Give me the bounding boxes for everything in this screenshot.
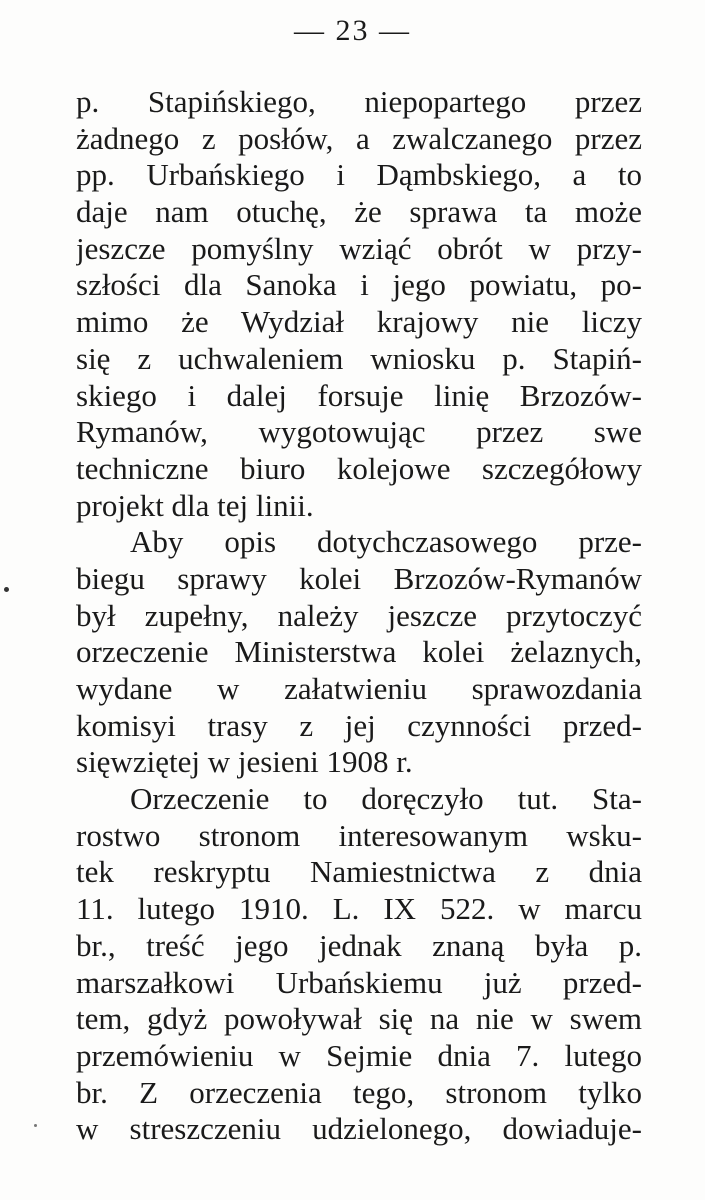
text-line: rostwo stronom interesowanym wsku- [76, 817, 642, 853]
text-line: skiego i dalej forsuje linię Brzozów- [76, 377, 642, 413]
text-line: przemówieniu w Sejmie dnia 7. lutego [76, 1037, 642, 1073]
text-line: Rymanów, wygotowując przez swe [76, 414, 642, 450]
text-line: br., treść jego jednak znaną była p. [76, 927, 642, 963]
text-line: był zupełny, należy jeszcze przytoczyć [76, 597, 642, 633]
paragraph-3 [76, 781, 642, 1148]
text-line: techniczne biuro kolejowe szczegółowy [76, 450, 642, 486]
text-line: projekt dla tej linii. [76, 487, 314, 523]
text-line: szłości dla Sanoka i jego powiatu, po- [76, 267, 642, 303]
text-line: marszałkowi Urbańskiemu już przed- [76, 964, 642, 1000]
text-line: w streszczeniu udzielonego, dowiaduje- [76, 1111, 642, 1147]
text-line: tek reskryptu Namiestnictwa z dnia [76, 854, 642, 890]
text-line: tem, gdyż powoływał się na nie w swem [76, 1001, 642, 1037]
text-line: wydane w załatwieniu sprawozdania [76, 671, 642, 706]
text-line: biegu sprawy kolei Brzozów-Rymanów [76, 560, 642, 596]
text-line: pp. Urbańskiego i Dąmbskiego, a to [76, 157, 642, 193]
text-line: p. Stapińskiego, niepopartego przez [76, 84, 642, 119]
text-line: daje nam otuchę, że sprawa ta może [76, 194, 642, 230]
text-line: sięwziętej w jesieni 1908 r. [76, 744, 413, 780]
paragraph-1 [76, 84, 642, 524]
text-line: Aby opis dotychczasowego prze- [130, 524, 642, 560]
text-line: jeszcze pomyślny wziąć obrót w przy- [76, 230, 642, 266]
text-line: się z uchwaleniem wniosku p. Stapiń- [76, 340, 642, 376]
text-line: 11. lutego 1910. L. IX 522. w marcu [76, 891, 642, 927]
page-number: — 23 — [294, 14, 411, 47]
body-text [76, 84, 642, 1148]
text-line: br. Z orzeczenia tego, stronom tylko [76, 1074, 642, 1110]
text-line: mimo że Wydział krajowy nie liczy [76, 304, 642, 340]
text-line: komisyi trasy z jej czynności przed- [76, 707, 642, 743]
scan-speck [4, 587, 9, 592]
text-line: orzeczenie Ministerstwa kolei żelaznych, [76, 634, 642, 670]
paragraph-2 [76, 524, 642, 781]
scan-speck [34, 1124, 37, 1127]
text-line: Orzeczenie to doręczyło tut. Sta- [130, 781, 642, 817]
text-line: żadnego z posłów, a zwalczanego przez [76, 120, 642, 156]
